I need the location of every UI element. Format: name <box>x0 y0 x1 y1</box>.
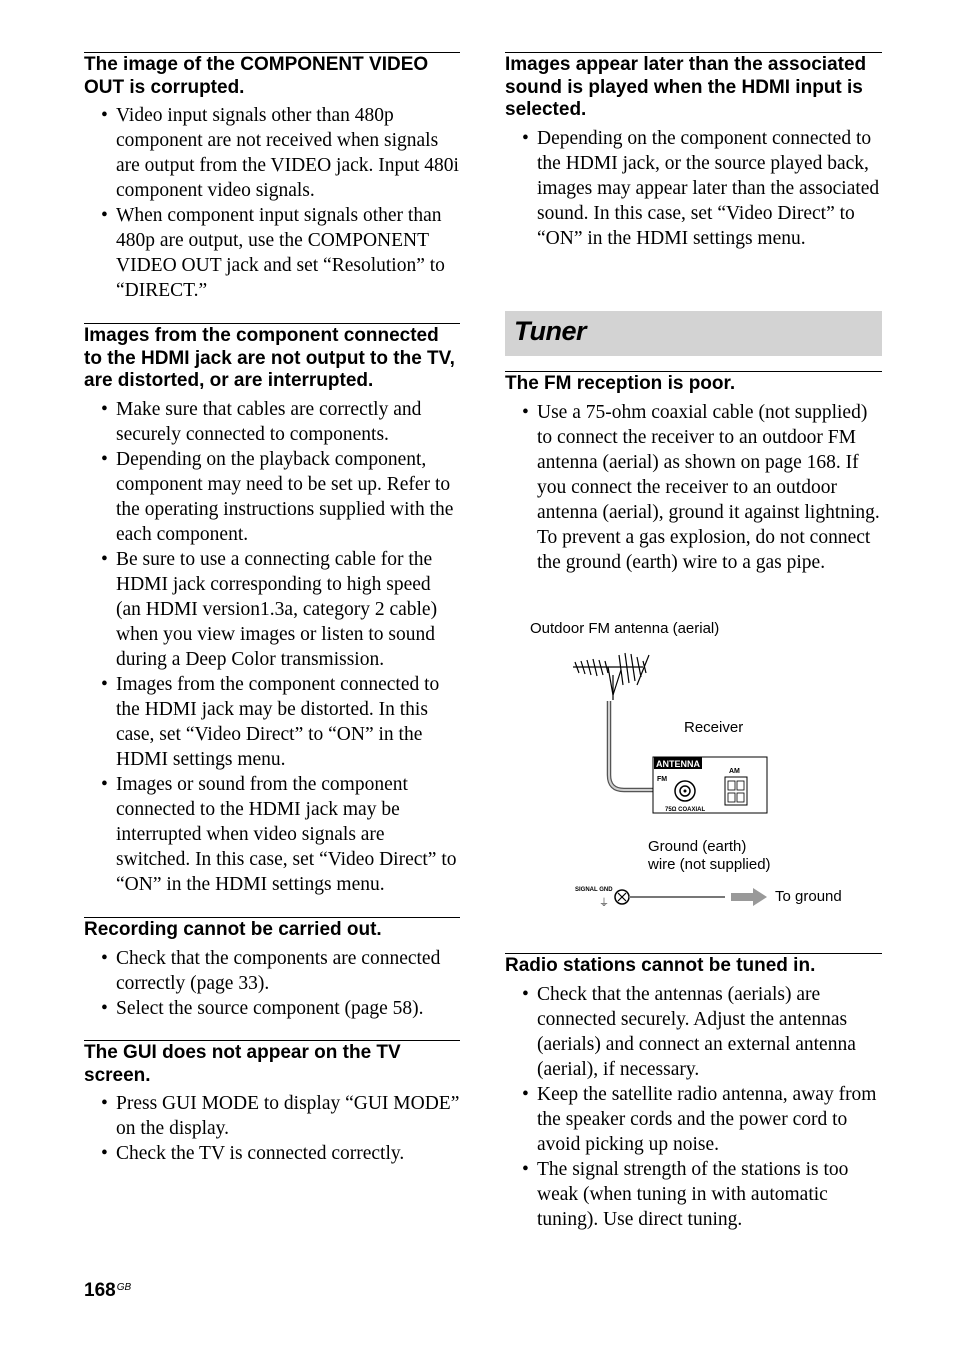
antenna-tag: ANTENNA <box>656 759 700 769</box>
section-radio-tuning <box>505 953 882 1232</box>
list-item: • Check that the components are connected correctly (page 33). <box>84 946 460 996</box>
bullet-list <box>505 126 882 251</box>
fm-tag: FM <box>657 776 668 783</box>
section-gui <box>84 1040 460 1166</box>
ground-symbol-icon: ⏚ <box>599 898 609 909</box>
coaxial-tag: 75Ω COAXIAL <box>665 807 706 813</box>
bullet-list <box>84 1091 460 1166</box>
page-number-value: 168 <box>84 1280 116 1301</box>
receiver-label: Receiver <box>684 719 744 736</box>
section-heading: Images appear later than the associated sound is played when the HDMI input is selected. <box>505 54 867 120</box>
receiver-panel <box>653 757 767 813</box>
bullet-list <box>84 397 460 897</box>
list-item: • Images or sound from the component connected to the HDMI jack may be interrupted when video signals are switched. In this case, set “Video Direct” to “ON” in the HDMI settings menu. <box>84 772 460 897</box>
list-item: • Be sure to use a connecting cable for the HDMI jack corresponding to high speed (an HDMI version1.3a, category 2 cable) when you view images or listen to sound during a Deep Color transmission. <box>84 547 460 672</box>
list-item: • Depending on the component connected to the HDMI jack, or the source played back, images may appear later than the associated sound. In this case, set “Video Direct” to “ON” in the HDMI settings menu. <box>505 126 882 251</box>
tuner-title: Tuner <box>514 316 587 346</box>
list-item: • Press GUI MODE to display “GUI MODE” on the display. <box>84 1091 460 1141</box>
diagram-drawing <box>505 615 882 915</box>
antenna-label: Outdoor FM antenna (aerial) <box>530 620 720 637</box>
list-item: • Check that the antennas (aerials) are connected securely. Adjust the antennas (aerials) and connect an external antenna (aerial), if necessary. <box>505 982 882 1082</box>
page-number <box>84 1280 131 1302</box>
bullet-list <box>84 103 460 303</box>
section-hdmi-output <box>84 323 460 897</box>
ground-wire-label-1: Ground (earth) <box>648 838 747 855</box>
section-heading: Recording cannot be carried out. <box>84 919 382 940</box>
signal-gnd-terminal <box>575 887 629 909</box>
am-tag: AM <box>729 768 740 775</box>
list-item: • Make sure that cables are correctly and securely connected to components. <box>84 397 460 447</box>
section-heading: Images from the component connected to the HDMI jack are not output to the TV, are distorted, or are interrupted. <box>84 325 455 391</box>
arrow-right-icon <box>731 888 767 906</box>
bullet-list <box>84 946 460 1021</box>
bullet-list <box>505 982 882 1232</box>
list-item: • Keep the satellite radio antenna, away from the speaker cords and the power cord to avoid picking up noise. <box>505 1082 882 1157</box>
section-heading: The GUI does not appear on the TV screen. <box>84 1042 401 1086</box>
fm-antenna-diagram <box>505 615 882 915</box>
section-fm-reception <box>505 371 882 575</box>
list-item: • Depending on the playback component, component may need to be set up. Refer to the operating instructions supplied with the each component. <box>84 447 460 547</box>
ground-wire-label-2: wire (not supplied) <box>648 856 771 873</box>
section-heading: The FM reception is poor. <box>505 373 736 394</box>
bullet-list <box>505 400 882 575</box>
list-item: • The signal strength of the stations is too weak (when tuning in with automatic tuning). Use direct tuning. <box>505 1157 882 1232</box>
antenna-icon <box>573 653 649 700</box>
tuner-section-bar <box>505 311 882 356</box>
section-component-video <box>84 52 460 303</box>
page-suffix: GB <box>116 1282 132 1293</box>
section-heading: Radio stations cannot be tuned in. <box>505 955 816 976</box>
to-ground-label: To ground <box>775 888 842 905</box>
section-recording <box>84 917 460 1021</box>
section-hdmi-delay <box>505 52 882 251</box>
list-item: • Select the source component (page 58). <box>84 996 460 1021</box>
list-item: • Use a 75-ohm coaxial cable (not supplied) to connect the receiver to an outdoor FM antenna (aerial) as shown on page 168. If you connect the receiver to an outdoor antenna (aerial), ground it against lightning. To prevent a gas explosion, do not connect the ground (earth) wire to a gas pipe. <box>505 400 882 575</box>
signal-gnd-tag: SIGNAL GND <box>575 887 613 893</box>
list-item: • When component input signals other than 480p are output, use the COMPONENT VIDEO OUT jack and set “Resolution” to “DIRECT.” <box>84 203 460 303</box>
list-item: • Images from the component connected to the HDMI jack may be distorted. In this case, set “Video Direct” to “ON” in the HDMI settings menu. <box>84 672 460 772</box>
list-item: • Check the TV is connected correctly. <box>84 1141 460 1166</box>
section-heading: The image of the COMPONENT VIDEO OUT is corrupted. <box>84 54 429 98</box>
list-item: • Video input signals other than 480p component are not received when signals are output from the VIDEO jack. Input 480i component video signals. <box>84 103 460 203</box>
